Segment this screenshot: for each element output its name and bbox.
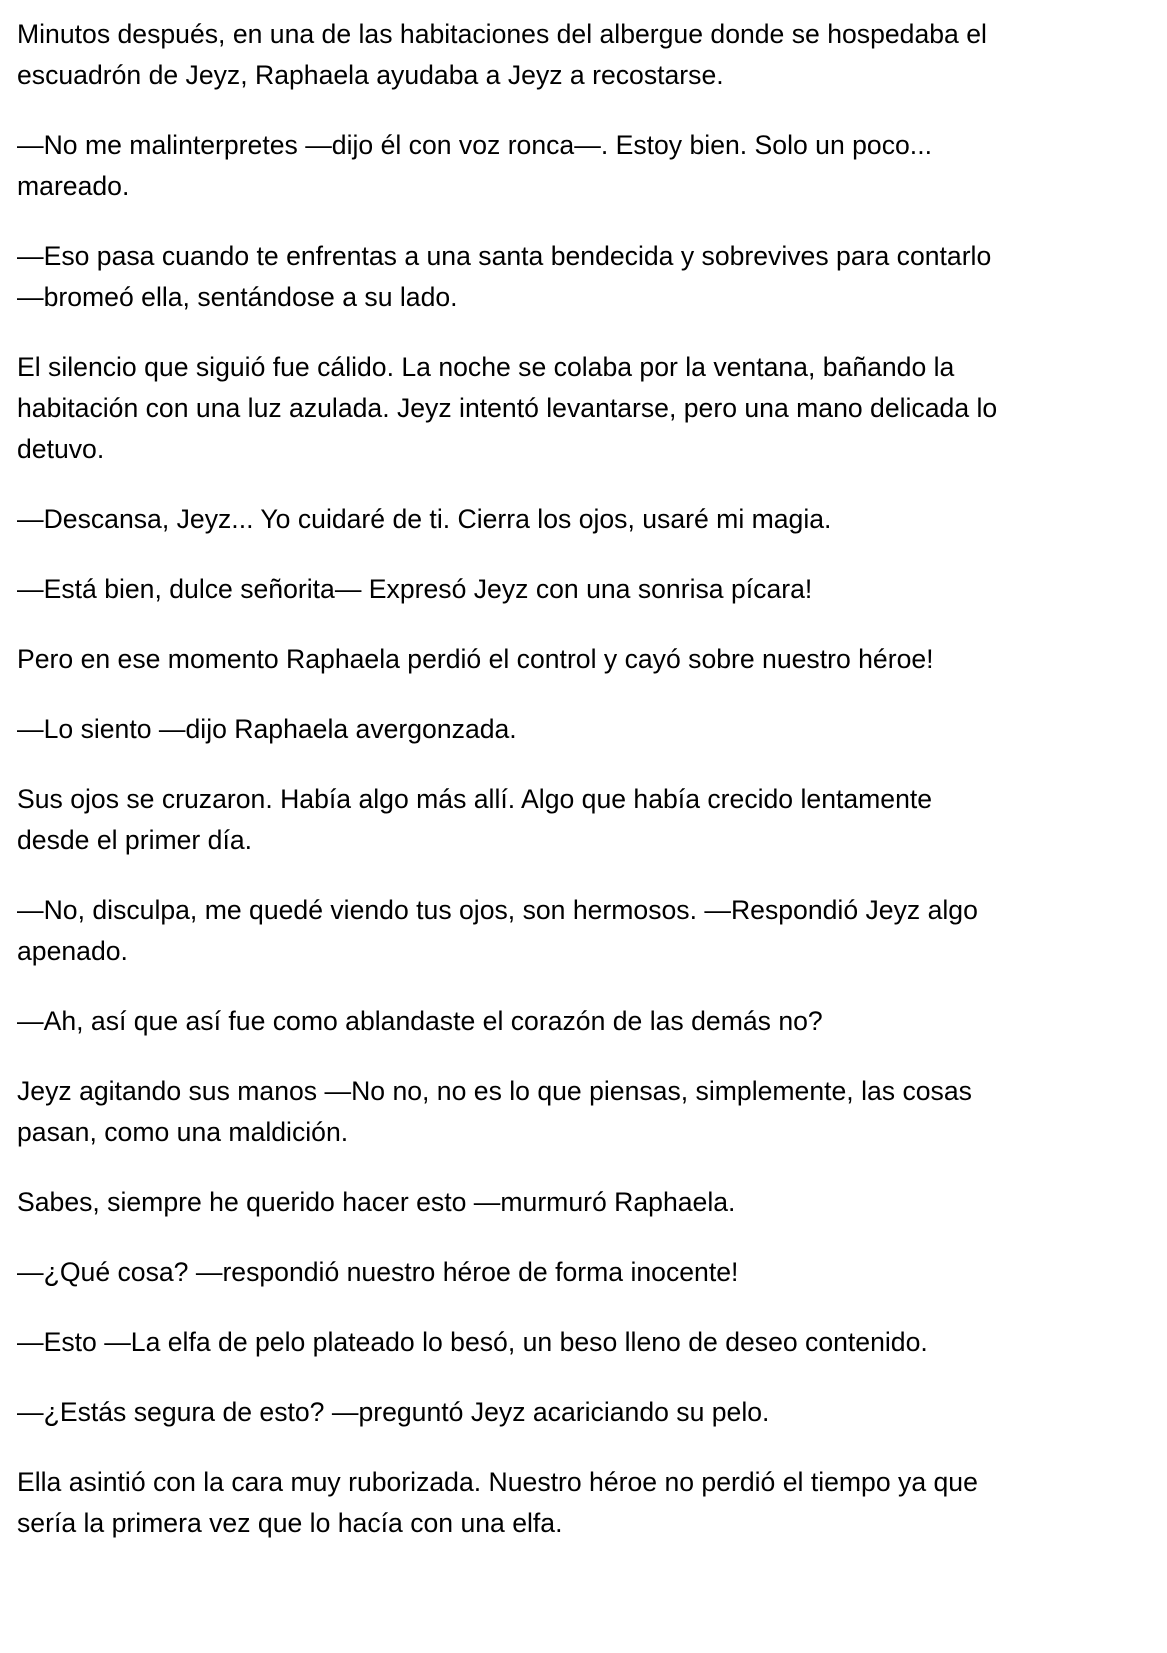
text-line: —No, disculpa, me quedé viendo tus ojos, son hermosos. —Respondió Jeyz algo [17, 895, 978, 925]
paragraph [17, 125, 1157, 207]
text-line: —¿Estás segura de esto? —preguntó Jeyz acariciando su pelo. [17, 1397, 770, 1427]
text-line: Minutos después, en una de las habitaciones del albergue donde se hospedaba el [17, 19, 987, 49]
text-line: pasan, como una maldición. [17, 1117, 349, 1147]
paragraph [17, 499, 1157, 540]
text-line: Sus ojos se cruzaron. Había algo más allí. Algo que había crecido lentamente [17, 784, 933, 814]
text-line: sería la primera vez que lo hacía con una elfa. [17, 1508, 563, 1538]
text-line: —Esto —La elfa de pelo plateado lo besó, un beso lleno de deseo contenido. [17, 1327, 928, 1357]
text-line: detuvo. [17, 434, 105, 464]
text-line: habitación con una luz azulada. Jeyz intentó levantarse, pero una mano delicada lo [17, 393, 998, 423]
paragraph [17, 1071, 1157, 1153]
text-line: —Eso pasa cuando te enfrentas a una santa bendecida y sobrevives para contarlo [17, 241, 992, 271]
text-line: escuadrón de Jeyz, Raphaela ayudaba a Jeyz a recostarse. [17, 60, 724, 90]
paragraph [17, 1322, 1157, 1363]
text-line: —Está bien, dulce señorita— Expresó Jeyz con una sonrisa pícara! [17, 574, 813, 604]
text-line: —bromeó ella, sentándose a su lado. [17, 282, 458, 312]
text-line: Pero en ese momento Raphaela perdió el control y cayó sobre nuestro héroe! [17, 644, 934, 674]
text-line: mareado. [17, 171, 130, 201]
paragraph [17, 1392, 1157, 1433]
paragraph [17, 1182, 1157, 1223]
paragraph [17, 1462, 1157, 1544]
text-line: —¿Qué cosa? —respondió nuestro héroe de forma inocente! [17, 1257, 739, 1287]
text-line: Sabes, siempre he querido hacer esto —murmuró Raphaela. [17, 1187, 736, 1217]
text-line: El silencio que siguió fue cálido. La noche se colaba por la ventana, bañando la [17, 352, 955, 382]
paragraph [17, 569, 1157, 610]
paragraph [17, 639, 1157, 680]
text-line: Ella asintió con la cara muy ruborizada. Nuestro héroe no perdió el tiempo ya que [17, 1467, 978, 1497]
document-body [17, 14, 1157, 1573]
text-line: —Lo siento —dijo Raphaela avergonzada. [17, 714, 517, 744]
text-line: desde el primer día. [17, 825, 253, 855]
text-line: apenado. [17, 936, 128, 966]
text-line: Jeyz agitando sus manos —No no, no es lo que piensas, simplemente, las cosas [17, 1076, 972, 1106]
paragraph [17, 779, 1157, 861]
paragraph [17, 1252, 1157, 1293]
paragraph [17, 890, 1157, 972]
text-line: —Ah, así que así fue como ablandaste el corazón de las demás no? [17, 1006, 823, 1036]
text-line: —Descansa, Jeyz... Yo cuidaré de ti. Cierra los ojos, usaré mi magia. [17, 504, 832, 534]
paragraph [17, 709, 1157, 750]
paragraph [17, 236, 1157, 318]
paragraph [17, 1001, 1157, 1042]
text-line: —No me malinterpretes —dijo él con voz ronca—. Estoy bien. Solo un poco... [17, 130, 932, 160]
paragraph [17, 14, 1157, 96]
paragraph [17, 347, 1157, 470]
